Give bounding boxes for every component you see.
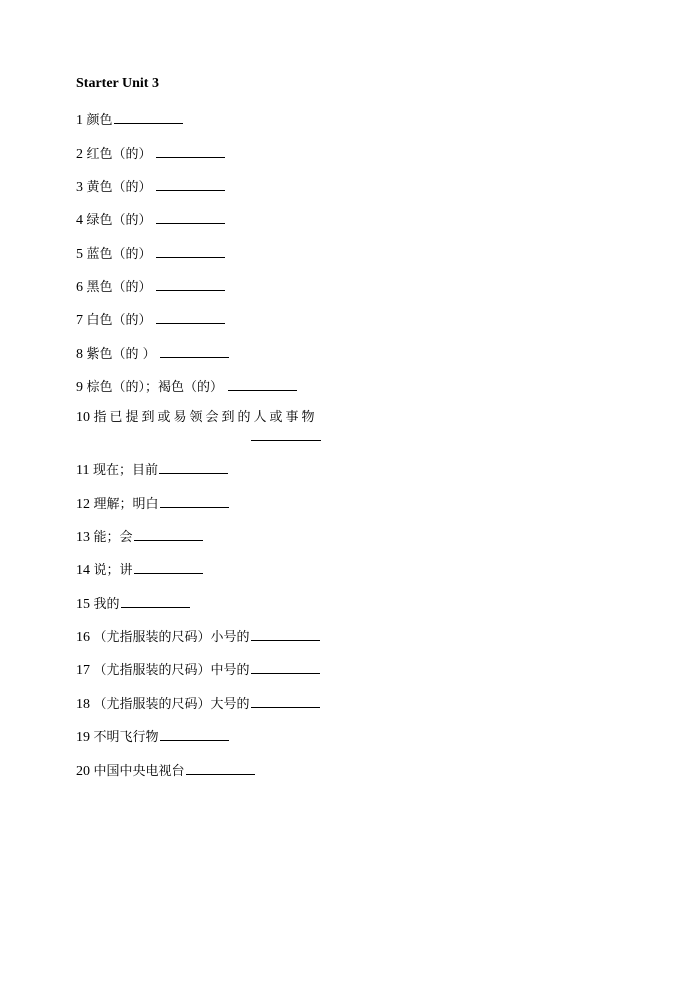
item-number: 1: [76, 113, 83, 128]
item-number: 14: [76, 563, 90, 578]
item-text: 指已提到或易领会到的人或事物: [93, 410, 318, 425]
list-item: [76, 143, 225, 164]
item-number: 16: [76, 630, 90, 645]
item-number: 6: [76, 280, 83, 295]
item-text: 黄色（的）: [86, 180, 152, 195]
list-item: [76, 409, 318, 427]
item-number: 12: [76, 497, 90, 512]
answer-blank[interactable]: [160, 726, 229, 741]
list-item: [76, 343, 229, 364]
item-text: 颜色: [86, 113, 113, 128]
item-number: 8: [76, 347, 83, 362]
item-text: 蓝色（的）: [86, 247, 152, 262]
answer-blank[interactable]: [121, 593, 190, 608]
item-text: （尤指服装的尺码）大号的: [93, 697, 250, 712]
list-item: [76, 760, 255, 781]
answer-blank[interactable]: [156, 276, 225, 291]
answer-blank[interactable]: [251, 426, 321, 441]
list-item: [76, 659, 320, 680]
item-number: 10: [76, 410, 90, 425]
item-text: （尤指服装的尺码）中号的: [93, 663, 250, 678]
item-text: 棕色（的）；褐色（的）: [86, 380, 224, 395]
answer-blank[interactable]: [251, 659, 320, 674]
item-text: 理解；明白: [93, 497, 159, 512]
answer-blank[interactable]: [156, 143, 225, 158]
list-item: [76, 276, 225, 297]
answer-blank[interactable]: [134, 559, 203, 574]
item-number: 11: [76, 463, 90, 478]
page-title: Starter Unit 3: [76, 76, 159, 91]
answer-blank[interactable]: [160, 343, 229, 358]
item-text: 白色（的）: [86, 313, 152, 328]
item-number: 15: [76, 597, 90, 612]
item-number: 17: [76, 663, 90, 678]
item-number: 18: [76, 697, 90, 712]
list-item: [76, 309, 225, 330]
list-item: [76, 243, 225, 264]
item-text: （尤指服装的尺码）小号的: [93, 630, 250, 645]
item-text: 我的: [93, 597, 120, 612]
item-text: 红色（的）: [86, 147, 152, 162]
answer-blank[interactable]: [156, 243, 225, 258]
list-item: [76, 526, 203, 547]
answer-blank[interactable]: [251, 693, 320, 708]
item-text: 中国中央电视台: [93, 764, 185, 779]
answer-blank[interactable]: [228, 376, 297, 391]
list-item: [76, 693, 320, 714]
item-number: 4: [76, 213, 83, 228]
item-number: 3: [76, 180, 83, 195]
answer-blank[interactable]: [159, 459, 228, 474]
item-number: 20: [76, 764, 90, 779]
item-text: 不明飞行物: [93, 730, 159, 745]
item-number: 9: [76, 380, 83, 395]
answer-blank[interactable]: [156, 176, 225, 191]
item-text: 说；讲: [93, 563, 133, 578]
item-text: 紫色（的 ）: [86, 347, 156, 362]
answer-blank[interactable]: [251, 626, 320, 641]
list-item: [76, 376, 297, 397]
answer-blank[interactable]: [186, 760, 255, 775]
answer-blank[interactable]: [156, 209, 225, 224]
list-item: [76, 209, 225, 230]
list-item: [76, 109, 183, 130]
item-number: 5: [76, 247, 83, 262]
item-number: 2: [76, 147, 83, 162]
list-item: [76, 459, 228, 480]
answer-blank[interactable]: [114, 109, 183, 124]
item-number: 7: [76, 313, 83, 328]
item-number: 19: [76, 730, 90, 745]
list-item: [76, 626, 320, 647]
item-number: 13: [76, 530, 90, 545]
answer-blank[interactable]: [156, 309, 225, 324]
item-text: 黑色（的）: [86, 280, 152, 295]
item-text: 绿色（的）: [86, 213, 152, 228]
item-text: 能；会: [93, 530, 133, 545]
answer-blank[interactable]: [160, 493, 229, 508]
list-item: [76, 176, 225, 197]
list-item: [76, 493, 229, 514]
item-text: 现在；目前: [92, 463, 158, 478]
list-item: [76, 559, 203, 580]
list-item: [76, 593, 190, 614]
list-item: [76, 726, 229, 747]
answer-blank[interactable]: [134, 526, 203, 541]
